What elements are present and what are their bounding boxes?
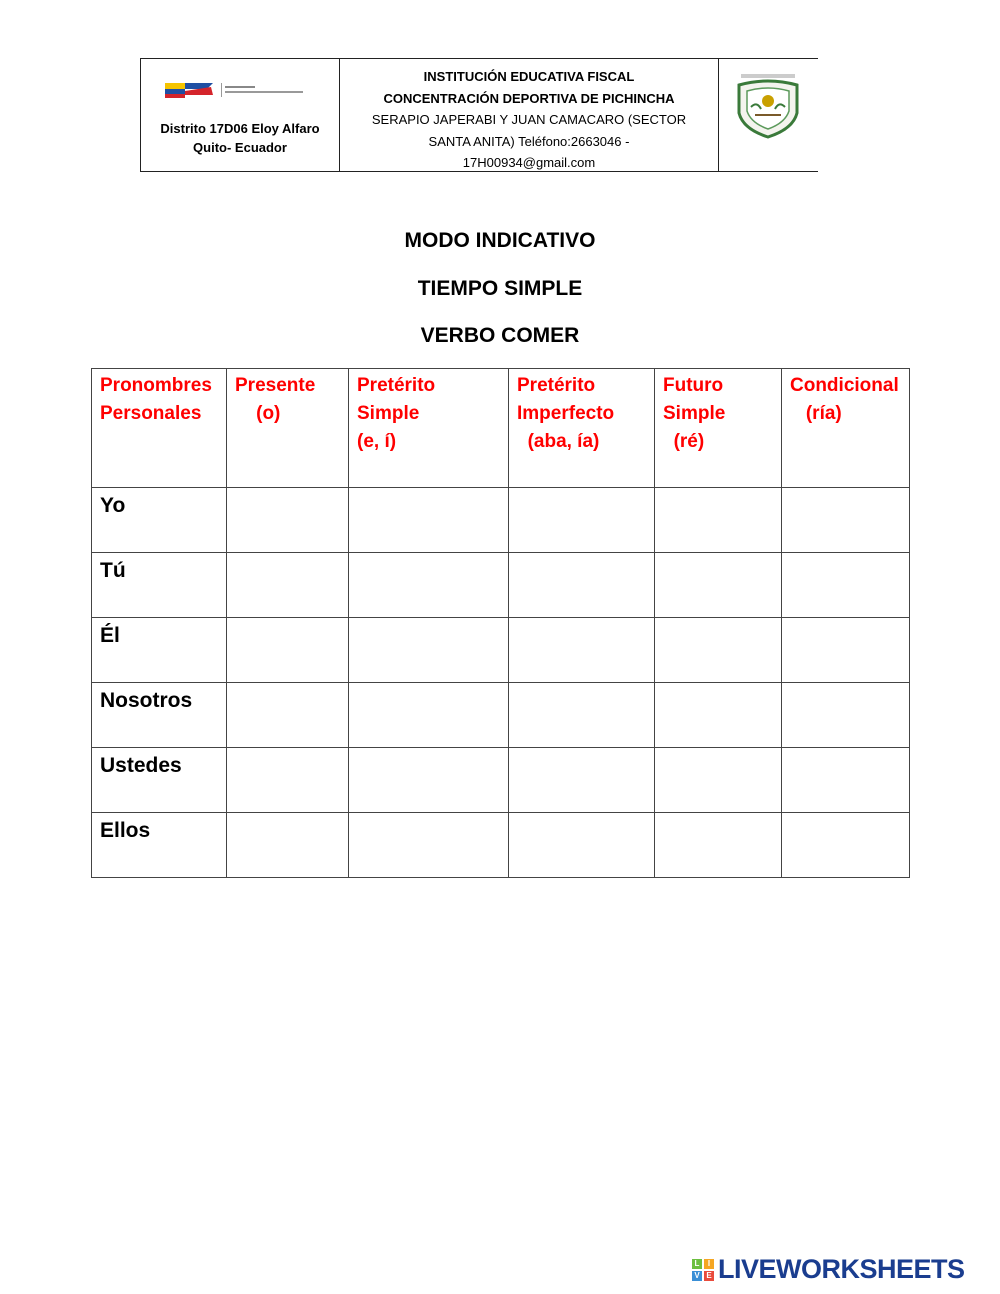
answer-cell[interactable] — [349, 683, 509, 748]
header-preterito-imperfecto: Pretérito Imperfecto (aba, ía) — [509, 369, 655, 488]
liveworksheets-brand[interactable] — [692, 1254, 965, 1285]
answer-cell[interactable] — [227, 488, 349, 553]
pronoun-cell: Nosotros — [92, 683, 227, 748]
institution-line-1: INSTITUCIÓN EDUCATIVA FISCAL — [423, 69, 635, 84]
ministry-logo-icon — [165, 81, 305, 101]
answer-cell[interactable] — [782, 488, 910, 553]
table-row — [92, 748, 910, 813]
institution-line-5: 17H00934@gmail.com — [462, 155, 596, 170]
answer-cell[interactable] — [655, 618, 782, 683]
crest-cell — [719, 59, 818, 171]
pronoun-cell: Ellos — [92, 813, 227, 878]
answer-cell[interactable] — [509, 748, 655, 813]
answer-cell[interactable] — [655, 553, 782, 618]
table-header-row — [92, 369, 910, 488]
table-row — [92, 618, 910, 683]
district-line-1: Distrito 17D06 Eloy Alfaro — [160, 121, 320, 136]
answer-cell[interactable] — [655, 683, 782, 748]
institution-line-3: SERAPIO JAPERABI Y JUAN CAMACARO (SECTOR — [371, 112, 687, 127]
header-condicional: Condicional (ría) — [782, 369, 910, 488]
answer-cell[interactable] — [227, 813, 349, 878]
letterhead — [140, 58, 818, 172]
table-row — [92, 683, 910, 748]
pronoun-cell: Ustedes — [92, 748, 227, 813]
answer-cell[interactable] — [509, 488, 655, 553]
answer-cell[interactable] — [509, 813, 655, 878]
table-row — [92, 553, 910, 618]
answer-cell[interactable] — [782, 618, 910, 683]
liveworksheets-logo-icon: L I V E — [692, 1259, 714, 1281]
institution-line-4: SANTA ANITA) Teléfono:2663046 - — [428, 133, 630, 149]
district-line-2: Quito- Ecuador — [193, 140, 287, 155]
brand-name: LIVEWORKSHEETS — [718, 1254, 965, 1284]
pronoun-cell: Tú — [92, 553, 227, 618]
answer-cell[interactable] — [509, 618, 655, 683]
answer-cell[interactable] — [227, 618, 349, 683]
answer-cell[interactable] — [655, 813, 782, 878]
answer-cell[interactable] — [782, 553, 910, 618]
header-preterito-simple: Pretérito Simple (e, í) — [349, 369, 509, 488]
district-cell — [141, 59, 340, 171]
answer-cell[interactable] — [509, 553, 655, 618]
school-crest-icon — [733, 71, 803, 141]
answer-cell[interactable] — [655, 748, 782, 813]
pronoun-cell: Yo — [92, 488, 227, 553]
answer-cell[interactable] — [227, 748, 349, 813]
answer-cell[interactable] — [349, 488, 509, 553]
answer-cell[interactable] — [782, 683, 910, 748]
header-presente: Presente (o) — [227, 369, 349, 488]
header-futuro-simple: Futuro Simple (ré) — [655, 369, 782, 488]
conjugation-table — [91, 368, 910, 878]
answer-cell[interactable] — [349, 813, 509, 878]
answer-cell[interactable] — [349, 618, 509, 683]
answer-cell[interactable] — [782, 748, 910, 813]
answer-cell[interactable] — [349, 748, 509, 813]
title-mode: MODO INDICATIVO — [404, 229, 596, 252]
institution-line-2: CONCENTRACIÓN DEPORTIVA DE PICHINCHA — [383, 90, 675, 106]
answer-cell[interactable] — [782, 813, 910, 878]
answer-cell[interactable] — [227, 553, 349, 618]
answer-cell[interactable] — [227, 683, 349, 748]
answer-cell[interactable] — [349, 553, 509, 618]
title-verb: VERBO COMER — [420, 324, 580, 347]
table-row — [92, 488, 910, 553]
pronoun-cell: Él — [92, 618, 227, 683]
institution-cell — [340, 59, 719, 171]
answer-cell[interactable] — [655, 488, 782, 553]
answer-cell[interactable] — [509, 683, 655, 748]
table-row — [92, 813, 910, 878]
title-tense: TIEMPO SIMPLE — [417, 277, 583, 300]
header-pronouns: Pronombres Personales — [92, 369, 227, 488]
